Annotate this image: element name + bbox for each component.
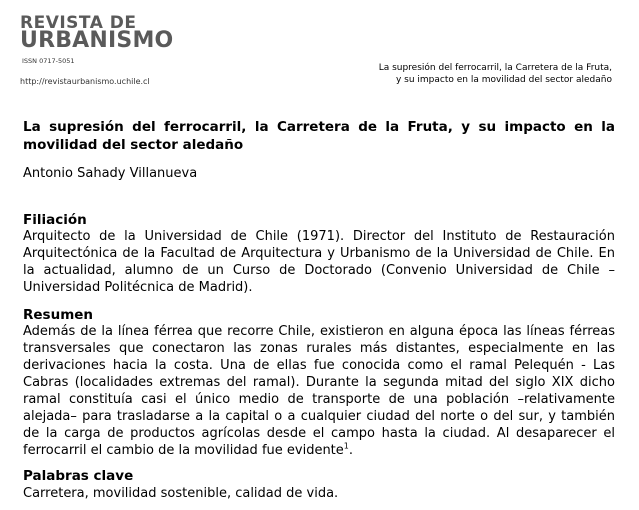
running-head-line-1: La supresión del ferrocarril, la Carretera de la Fruta, xyxy=(378,63,612,73)
running-head-line-2: y su impacto en la movilidad del sector aledaño xyxy=(395,75,612,85)
article-title: La supresión del ferrocarril, la Carretera de la Fruta, y su impacto en la movilidad del sector aledaño xyxy=(23,119,615,153)
resumen-heading: Resumen xyxy=(23,307,94,323)
filiacion-text: Arquitecto de la Universidad de Chile (1971). Director del Instituto de Restauración Arquitectónica de la Facultad de Arquitectura y Urbanismo de la Universidad de Chile. En la actualidad, alumno de un Curso de Doctorado (Convenio Universidad de Chile – Universidad Politécnica de Madrid). xyxy=(23,229,615,295)
logo-line-urbanismo: URBANISMO xyxy=(20,28,174,53)
palabras-clave-heading: Palabras clave xyxy=(23,468,134,484)
resumen-text: Además de la línea férrea que recorre Chile, existieron en alguna época las líneas férreas transversales que conectaron las zonas rurales más distantes, especialmente en las derivaciones hacia la costa. Una de ellas fue conocida como el ramal Pelequén - Las Cabras (localidades extremas del ramal). Durante la segunda mitad del siglo XIX dicho ramal constituía casi el único medio de transporte de una población –relativamente alejada– para trasladarse a la capital o a cualquier ciudad del norte o del sur, y también de la carga de productos agrícolas desde el campo hasta la ciudad. Al desaparecer el ferrocarril el cambio de la movilidad fue evidente xyxy=(23,324,615,458)
issn-label: ISSN 0717-5051 xyxy=(22,57,75,65)
logo-line-revista: REVISTA DE xyxy=(20,13,137,33)
palabras-clave-text: Carretera, movilidad sostenible, calidad de vida. xyxy=(23,486,339,501)
filiacion-heading: Filiación xyxy=(23,212,87,228)
article-author: Antonio Sahady Villanueva xyxy=(23,166,198,181)
footnote-marker[interactable]: 1 xyxy=(343,441,349,451)
resumen-body xyxy=(23,323,615,459)
journal-logo xyxy=(20,14,173,52)
journal-url[interactable]: http://revistaurbanismo.uchile.cl xyxy=(20,77,150,86)
running-head xyxy=(292,62,612,86)
resumen-end-punctuation: . xyxy=(348,443,354,458)
